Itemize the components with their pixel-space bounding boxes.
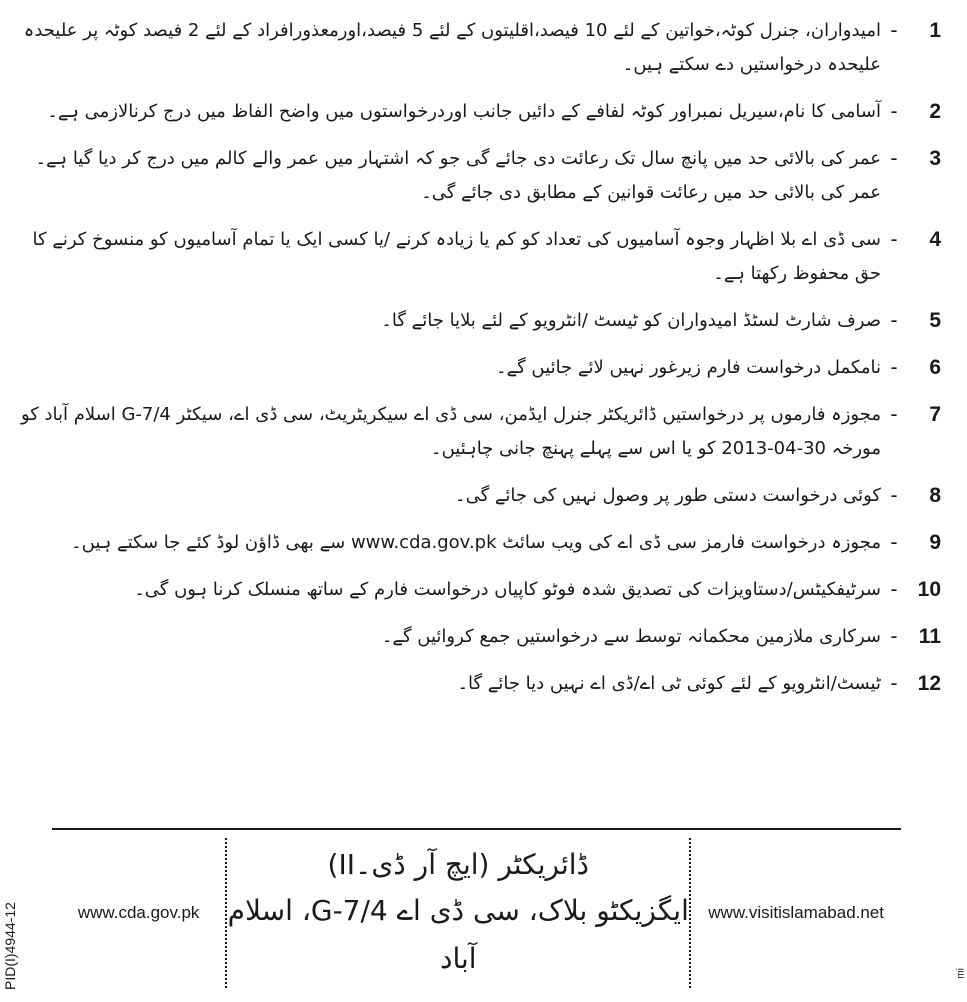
item-number: 4 xyxy=(929,228,941,251)
item-dash: - xyxy=(890,147,898,170)
item-number: 9 xyxy=(929,531,941,554)
visit-islamabad-link[interactable]: www.visitislamabad.net xyxy=(708,903,885,922)
item-number: 10 xyxy=(917,578,941,601)
footer-office-block xyxy=(227,838,691,988)
item-dash: - xyxy=(890,356,898,379)
list-item xyxy=(18,479,941,513)
office-address: ایگزیکٹو بلاک، سی ڈی اے G-7/4، اسلام آباد xyxy=(227,894,689,975)
item-text: امیدواران، جنرل کوٹہ،خواتین کے لئے 10 فیصد،اقلیتوں کے لئے 5 فیصد،اورمعذورافراد کے لئے 2 فیصد کوٹہ پر علیحدہ علیحدہ درخواستیں دے سکتے ہیں۔ xyxy=(23,20,881,75)
item-number: 5 xyxy=(929,309,941,332)
item-number: 8 xyxy=(929,484,941,507)
item-dash: - xyxy=(890,403,898,426)
item-text: کوئی درخواست دستی طور پر وصول نہیں کی جائے گی۔ xyxy=(455,485,881,506)
edge-mark: mi xyxy=(956,968,967,979)
item-text: مجوزہ درخواست فارمز سی ڈی اے کی ویب سائٹ www.cda.gov.pk سے بھی ڈاؤن لوڈ کئے جا سکتے ہیں۔ xyxy=(71,532,881,553)
footer xyxy=(52,838,901,988)
item-text: مجوزہ فارموں پر درخواستیں ڈائریکٹر جنرل ایڈمن، سی ڈی اے سیکریٹریٹ، سی ڈی اے، سیکٹر G-7/4 اسلام آباد کو مورخہ 30-04-2013 کو یا اس سے پہلے پہنچ جانی چاہئیں۔ xyxy=(20,404,881,459)
item-number: 12 xyxy=(917,672,941,695)
footer-left-column xyxy=(52,838,227,988)
item-dash: - xyxy=(890,484,898,507)
item-number: 7 xyxy=(929,403,941,426)
list-item xyxy=(18,95,941,129)
list-item xyxy=(18,667,941,701)
item-number: 11 xyxy=(918,625,941,648)
item-dash: - xyxy=(890,100,898,123)
item-dash: - xyxy=(890,228,898,251)
item-text: آسامی کا نام،سیریل نمبراور کوٹہ لفافے کے دائیں جانب اوردرخواستوں میں واضح الفاظ میں درج کرنالازمی ہے۔ xyxy=(47,101,881,122)
item-number: 6 xyxy=(929,356,941,379)
item-text: عمر کی بالائی حد میں پانچ سال تک رعائت دی جائے گی جو کہ اشتہار میں عمر والے کالم میں درج کر دیا گیا ہے۔عمر کی بالائی حد میں رعائت قوانین کے مطابق دی جائے گی۔ xyxy=(35,148,881,203)
list-item xyxy=(18,142,941,210)
pid-code: PID(I)4944-12 xyxy=(2,902,18,990)
list-item xyxy=(18,573,941,607)
item-dash: - xyxy=(890,531,898,554)
item-number: 3 xyxy=(929,147,941,170)
footer-right-column xyxy=(691,838,901,988)
item-number: 2 xyxy=(929,100,941,123)
list-item xyxy=(18,620,941,654)
cda-website-link[interactable]: www.cda.gov.pk xyxy=(77,903,200,922)
list-item xyxy=(18,398,941,466)
item-text: نامکمل درخواست فارم زیرغور نہیں لائے جائیں گے۔ xyxy=(496,357,881,378)
item-text: سی ڈی اے بلا اظہار وجوہ آسامیوں کی تعداد کو کم یا زیادہ کرنے /یا کسی ایک یا تمام آسامیوں کو منسوخ کرنے کا حق محفوظ رکھتا ہے۔ xyxy=(32,229,881,284)
list-item xyxy=(18,526,941,560)
footer-divider xyxy=(52,828,901,830)
item-text: ٹیسٹ/انٹرویو کے لئے کوئی ٹی اے/ڈی اے نہیں دیا جائے گا۔ xyxy=(457,673,881,694)
item-dash: - xyxy=(890,578,898,601)
list-item xyxy=(18,14,941,82)
item-dash: - xyxy=(890,309,898,332)
list-item xyxy=(18,304,941,338)
office-title: ڈائریکٹر (ایچ آر ڈی۔II) xyxy=(327,848,589,881)
item-dash: - xyxy=(890,19,898,42)
item-text: سرٹیفکیٹس/دستاویزات کی تصدیق شدہ فوٹو کاپیاں درخواست فارم کے ساتھ منسلک کرنا ہوں گی۔ xyxy=(134,579,881,600)
item-number: 1 xyxy=(929,19,941,42)
item-dash: - xyxy=(890,672,898,695)
list-item xyxy=(18,351,941,385)
instructions-list xyxy=(18,14,941,714)
item-text: صرف شارٹ لسٹڈ امیدواران کو ٹیسٹ /انٹرویو کے لئے بلایا جائے گا۔ xyxy=(381,310,881,331)
item-dash: - xyxy=(890,625,898,648)
list-item xyxy=(18,223,941,291)
item-text: سرکاری ملازمین محکمانہ توسط سے درخواستیں جمع کروائیں گے۔ xyxy=(381,626,881,647)
